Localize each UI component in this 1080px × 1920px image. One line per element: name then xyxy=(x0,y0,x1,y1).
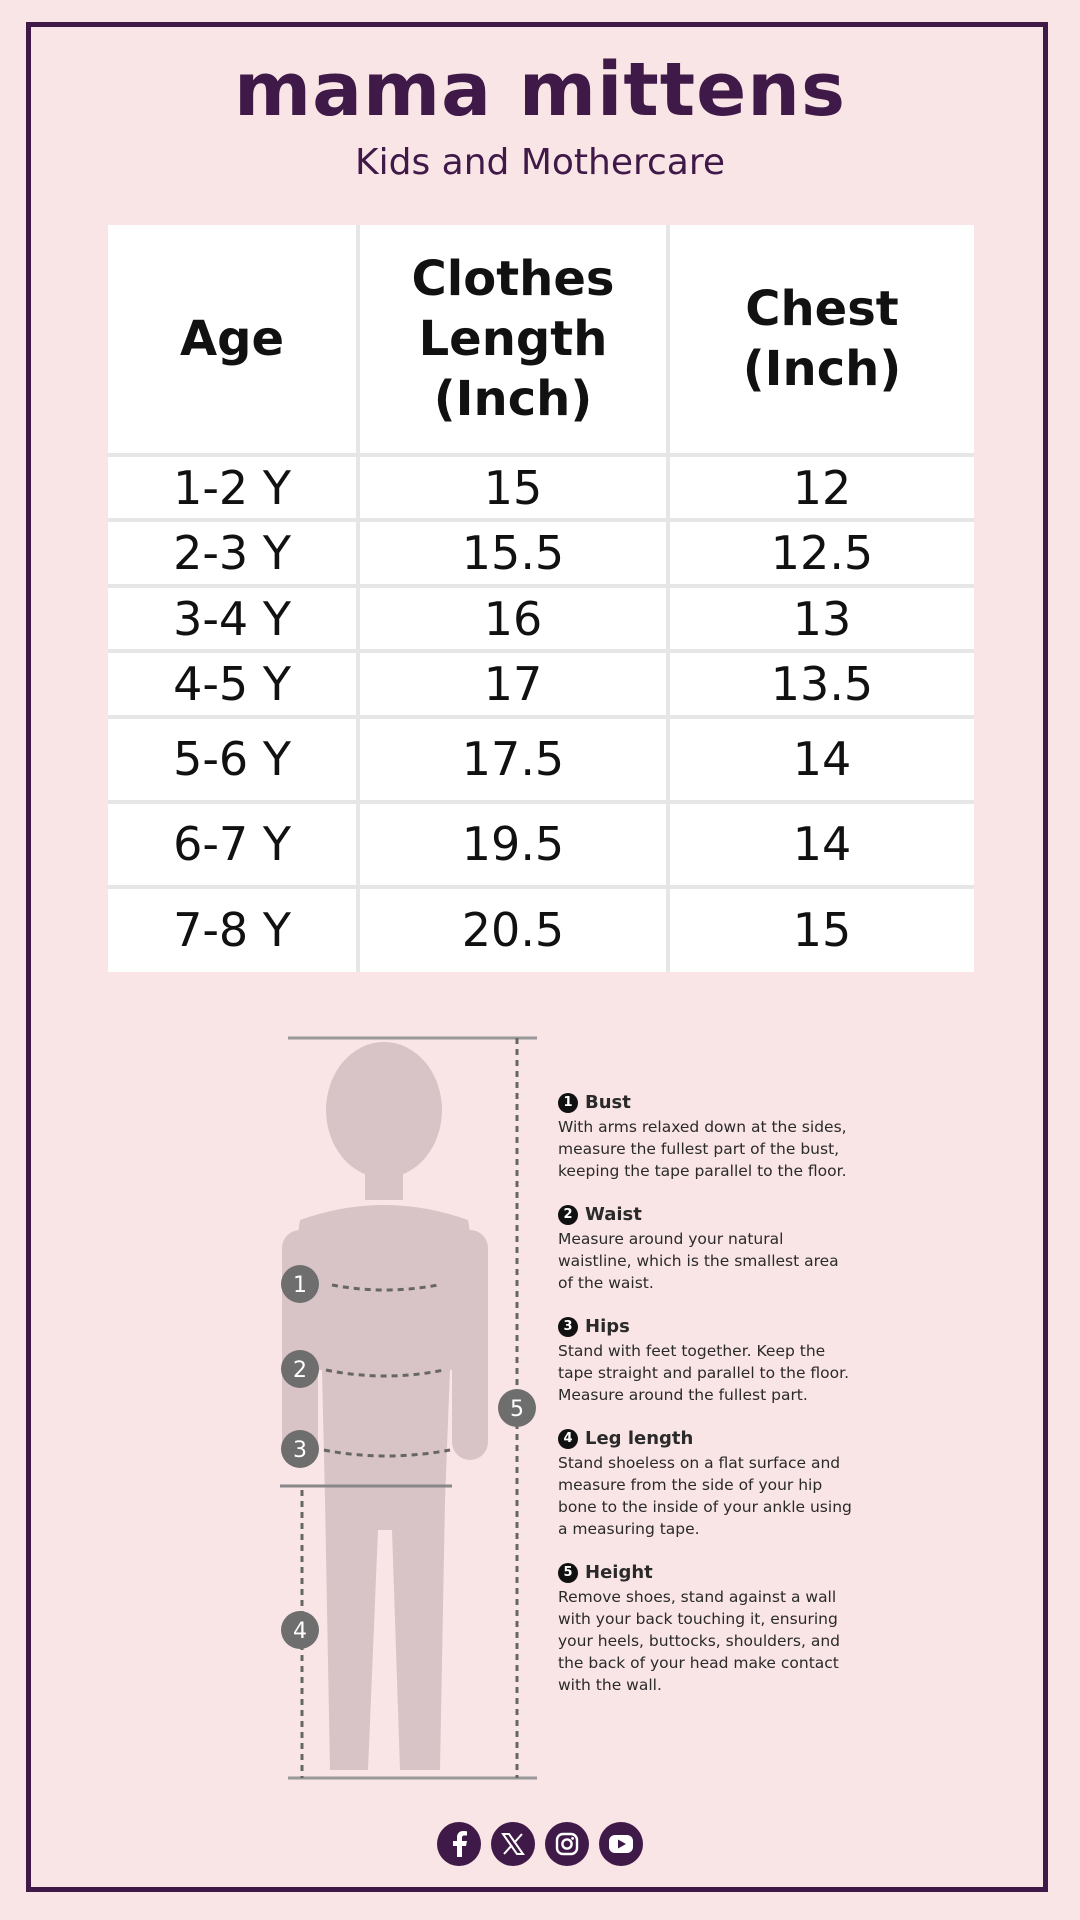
brand-header xyxy=(0,40,1080,188)
header-age: Age xyxy=(108,225,358,455)
marker-3-label: 3 xyxy=(293,1438,307,1463)
cell-length: 19.5 xyxy=(358,802,668,887)
cell-length: 15.5 xyxy=(358,520,668,585)
step-number-icon: 2 xyxy=(558,1205,578,1225)
step-number-icon: 3 xyxy=(558,1317,578,1337)
step-text: Stand shoeless on a flat surface and measure from the side of your hip bone to the inside of your ankle using a measuring tape. xyxy=(558,1454,852,1538)
marker-5-label: 5 xyxy=(510,1397,524,1422)
cell-chest: 14 xyxy=(668,802,974,887)
cell-chest: 14 xyxy=(668,717,974,802)
cell-chest: 12.5 xyxy=(668,520,974,585)
step-number-icon: 5 xyxy=(558,1563,578,1583)
child-figure-diagram xyxy=(0,1030,1080,1790)
brand-tagline: Kids and Mothercare xyxy=(354,142,726,183)
step-text: Remove shoes, stand against a wall with your back touching it, ensuring your heels, buttocks, shoulders, and the back of your head make contact with the wall. xyxy=(558,1588,840,1694)
step-number-icon: 1 xyxy=(558,1093,578,1113)
header-chest: Chest (Inch) xyxy=(668,225,974,455)
step-bust xyxy=(558,1090,858,1182)
table-row xyxy=(108,651,974,716)
cell-age: 4-5 Y xyxy=(108,651,358,716)
table-row xyxy=(108,887,974,972)
cell-age: 2-3 Y xyxy=(108,520,358,585)
cell-length: 17 xyxy=(358,651,668,716)
cell-age: 6-7 Y xyxy=(108,802,358,887)
cell-age: 5-6 Y xyxy=(108,717,358,802)
cell-chest: 15 xyxy=(668,887,974,972)
cell-length: 20.5 xyxy=(358,887,668,972)
table-row xyxy=(108,520,974,585)
step-title: Leg length xyxy=(585,1428,694,1449)
step-height xyxy=(558,1560,858,1696)
measurement-steps xyxy=(558,1090,858,1716)
youtube-icon[interactable] xyxy=(599,1822,643,1866)
step-title: Height xyxy=(585,1562,653,1583)
cell-age: 3-4 Y xyxy=(108,586,358,651)
table-row xyxy=(108,802,974,887)
step-title: Hips xyxy=(585,1316,630,1337)
instagram-icon[interactable] xyxy=(545,1822,589,1866)
cell-chest: 12 xyxy=(668,455,974,520)
header-clothes-length: Clothes Length (Inch) xyxy=(358,225,668,455)
cell-length: 17.5 xyxy=(358,717,668,802)
x-icon[interactable] xyxy=(491,1822,535,1866)
cell-age: 7-8 Y xyxy=(108,887,358,972)
brand-logo: mama mittens xyxy=(234,47,846,133)
cell-length: 15 xyxy=(358,455,668,520)
table-row xyxy=(108,455,974,520)
step-number-icon: 4 xyxy=(558,1429,578,1449)
step-waist xyxy=(558,1202,858,1294)
step-text: Stand with feet together. Keep the tape straight and parallel to the floor. Measure around the fullest part. xyxy=(558,1342,850,1404)
step-text: Measure around your natural waistline, which is the smallest area of the waist. xyxy=(558,1230,839,1292)
table-header-row xyxy=(108,225,974,455)
step-text: With arms relaxed down at the sides, measure the fullest part of the bust, keeping the tape parallel to the floor. xyxy=(558,1118,847,1180)
marker-4-label: 4 xyxy=(293,1619,307,1644)
size-chart-table xyxy=(108,225,974,972)
social-links xyxy=(0,1822,1080,1866)
table-row xyxy=(108,717,974,802)
facebook-icon[interactable] xyxy=(437,1822,481,1866)
step-hips xyxy=(558,1314,858,1406)
step-title: Bust xyxy=(585,1092,631,1113)
marker-1-label: 1 xyxy=(293,1273,307,1298)
child-silhouette-icon xyxy=(282,1042,488,1770)
table-row xyxy=(108,586,974,651)
cell-age: 1-2 Y xyxy=(108,455,358,520)
step-leg-length xyxy=(558,1426,858,1540)
marker-2-label: 2 xyxy=(293,1358,307,1383)
measurement-guide xyxy=(0,1030,1080,1790)
cell-chest: 13 xyxy=(668,586,974,651)
step-title: Waist xyxy=(585,1204,642,1225)
cell-chest: 13.5 xyxy=(668,651,974,716)
cell-length: 16 xyxy=(358,586,668,651)
